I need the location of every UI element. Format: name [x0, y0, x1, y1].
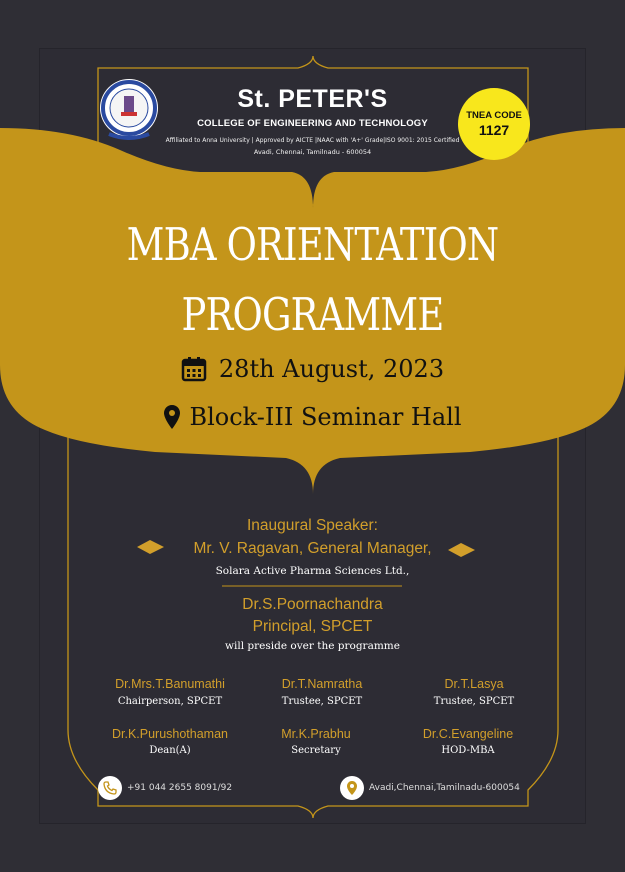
college-address: Avadi, Chennai, Tamilnadu - 600054: [253, 148, 372, 156]
phone-icon: [98, 776, 122, 800]
tnea-label: TNEA CODE: [466, 110, 522, 121]
person-name: Dr.C.Evangeline: [422, 727, 514, 741]
event-date-row: [0, 355, 625, 383]
presider-role: Principal, SPCET: [252, 618, 373, 635]
event-title-line1: MBA ORIENTATION: [126, 218, 499, 271]
person-role: Trustee, SPCET: [281, 696, 363, 707]
person-role: Trustee, SPCET: [433, 696, 515, 707]
person-role: Chairperson, SPCET: [117, 696, 223, 707]
person-name: Dr.Mrs.T.Banumathi: [115, 677, 225, 691]
person-role: Dean(A): [149, 745, 191, 756]
event-date: 28th August, 2023: [218, 355, 445, 383]
tnea-code: 1127: [478, 122, 510, 138]
college-name: St. PETER'S: [237, 85, 388, 113]
speaker-organization: Solara Active Pharma Sciences Ltd.,: [215, 565, 410, 577]
presider-note: will preside over the programme: [225, 640, 400, 652]
speaker-name: Mr. V. Ragavan, General Manager,: [193, 540, 432, 557]
person-card: [368, 727, 568, 756]
footer-address-text: Avadi,Chennai,Tamilnadu-600054: [369, 783, 520, 793]
location-pin-icon: [340, 776, 364, 800]
college-subtitle: COLLEGE OF ENGINEERING AND TECHNOLOGY: [197, 118, 428, 129]
location-pin-icon: [163, 404, 181, 430]
person-card: [374, 677, 574, 707]
event-venue: Block-III Seminar Hall: [189, 403, 462, 431]
person-role: Secretary: [291, 745, 341, 756]
person-name: Dr.T.Namratha: [281, 677, 363, 691]
footer-address: [340, 776, 520, 800]
footer-phone: [98, 776, 232, 800]
event-venue-row: [0, 403, 625, 431]
footer-phone-text: +91 044 2655 8091/92: [127, 783, 233, 793]
speaker-heading: Inaugural Speaker:: [247, 517, 378, 534]
person-name: Mr.K.Prabhu: [281, 727, 351, 741]
person-name: Dr.T.Lasya: [444, 677, 504, 691]
calendar-icon: [181, 356, 207, 382]
person-role: HOD-MBA: [441, 745, 495, 756]
college-affiliation: Affiliated to Anna University | Approved by AICTE |NAAC with 'A+' Grade|ISO 9001: 2015 Certified: [165, 137, 460, 144]
person-name: Dr.K.Purushothaman: [111, 727, 229, 741]
event-title-line2: PROGRAMME: [181, 288, 444, 341]
presider-name: Dr.S.Poornachandra: [242, 596, 383, 613]
tnea-badge: [458, 88, 530, 160]
